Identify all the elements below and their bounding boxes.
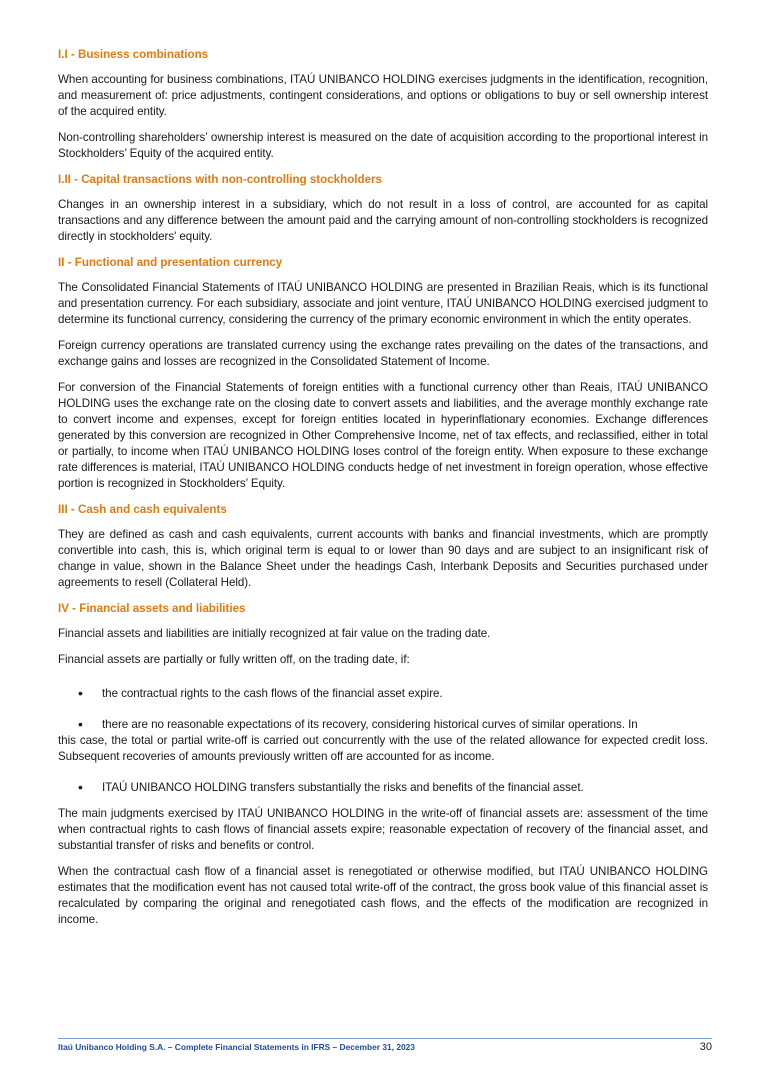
- paragraph: When accounting for business combinations, ITAÚ UNIBANCO HOLDING exercises judgments in the identification, recognition, and measurement of: price adjustments, contingent considerations, and options or obligations to buy or sell ownership interest of the acquired entity.: [58, 73, 708, 119]
- page-content: [58, 47, 708, 938]
- footer-divider: [58, 1038, 712, 1039]
- list-item: [58, 717, 708, 765]
- paragraph: The main judgments exercised by ITAÚ UNIBANCO HOLDING in the write-off of financial assets are: assessment of the time when contractual rights to cash flows of financial assets expire; reasonable expectation of recovery of the financial asset, and substantial transfer of risks and benefits or control.: [58, 807, 708, 853]
- list-item-text: the contractual rights to the cash flows of the financial asset expire.: [102, 687, 443, 701]
- section-heading-cash-equivalents: III - Cash and cash equivalents: [58, 503, 227, 517]
- section-heading-business-combinations: I.I - Business combinations: [58, 48, 209, 61]
- list-item: [58, 780, 708, 796]
- bullet-icon: •: [78, 716, 83, 733]
- paragraph: For conversion of the Financial Statements of foreign entities with a functional currency other than Reais, ITAÚ UNIBANCO HOLDING uses the exchange rate on the closing date to convert assets and liabilities, and the average monthly exchange rate to convert income and expenses, except for foreign entities located in hyperinflationary economies. Exchange differences generated by this conversion are recognized in Other Comprehensive Income, net of tax effects, and reclassified, either in total or partially, to income when ITAÚ UNIBANCO HOLDING loses control of the foreign entity. When exposure to these exchange rate differences is material, ITAÚ UNIBANCO HOLDING conducts hedge of net investment in foreign operation, whose effective portion is recognized in Stockholders’ Equity.: [58, 381, 708, 491]
- section-heading-capital-transactions: I.II - Capital transactions with non-controlling stockholders: [58, 173, 383, 187]
- page-number: 30: [699, 1041, 712, 1053]
- paragraph: Financial assets and liabilities are initially recognized at fair value on the trading date.: [58, 627, 491, 641]
- section-heading-financial-assets: IV - Financial assets and liabilities: [58, 602, 246, 616]
- list-item-text: there are no reasonable expectations of its recovery, considering historical curves of similar operations. In: [102, 718, 638, 732]
- footer-title: Itaú Unibanco Holding S.A. – Complete Financial Statements in IFRS – December 31, 2023: [58, 1042, 415, 1052]
- paragraph: Non-controlling shareholders’ ownership interest is measured on the date of acquisition according to the proportional interest in Stockholders’ Equity of the acquired entity.: [58, 131, 708, 161]
- paragraph: The Consolidated Financial Statements of ITAÚ UNIBANCO HOLDING are presented in Brazilian Reais, which is its functional and presentation currency. For each subsidiary, associate and joint venture, ITAÚ UNIBANCO HOLDING exercised judgment to determine its functional currency, considering the currency of the primary economic environment in which the entity operates.: [58, 281, 708, 327]
- paragraph: Changes in an ownership interest in a subsidiary, which do not result in a loss of control, are accounted for as capital transactions and any difference between the amount paid and the carrying amount of non-controlling stockholders is recognized directly in stockholders' equity.: [58, 198, 708, 244]
- list-item-text: ITAÚ UNIBANCO HOLDING transfers substantially the risks and benefits of the financial asset.: [102, 781, 584, 795]
- write-off-conditions-list: [58, 686, 708, 796]
- paragraph: Foreign currency operations are translated currency using the exchange rates prevailing on the dates of the transactions, and exchange gains and losses are recognized in the Consolidated Statement of Income.: [58, 339, 708, 369]
- section-heading-functional-currency: II - Functional and presentation currency: [58, 256, 283, 270]
- list-item: [58, 686, 708, 702]
- bullet-icon: •: [78, 779, 83, 796]
- paragraph: Financial assets are partially or fully written off, on the trading date, if:: [58, 653, 410, 667]
- list-item-continuation: this case, the total or partial write-off is carried out concurrently with the use of the related allowance for expected credit loss. Subsequent recoveries of amounts previously written off are accounted for as income.: [58, 734, 708, 764]
- bullet-icon: •: [78, 685, 83, 702]
- paragraph: They are defined as cash and cash equivalents, current accounts with banks and financial investments, which are promptly convertible into cash, this is, which original term is equal to or lower than 90 days and are subject to an insignificant risk of change in value, shown in the Balance Sheet under the headings Cash, Interbank Deposits and Securities purchased under agreements to resell (Collateral Held).: [58, 528, 708, 590]
- paragraph: When the contractual cash flow of a financial asset is renegotiated or otherwise modified, but ITAÚ UNIBANCO HOLDING estimates that the modification event has not caused total write-off of the contract, the gross book value of this financial asset is recalculated by comparing the original and renegotiated cash flows, and the effects of the modification are recognized in income.: [58, 865, 708, 927]
